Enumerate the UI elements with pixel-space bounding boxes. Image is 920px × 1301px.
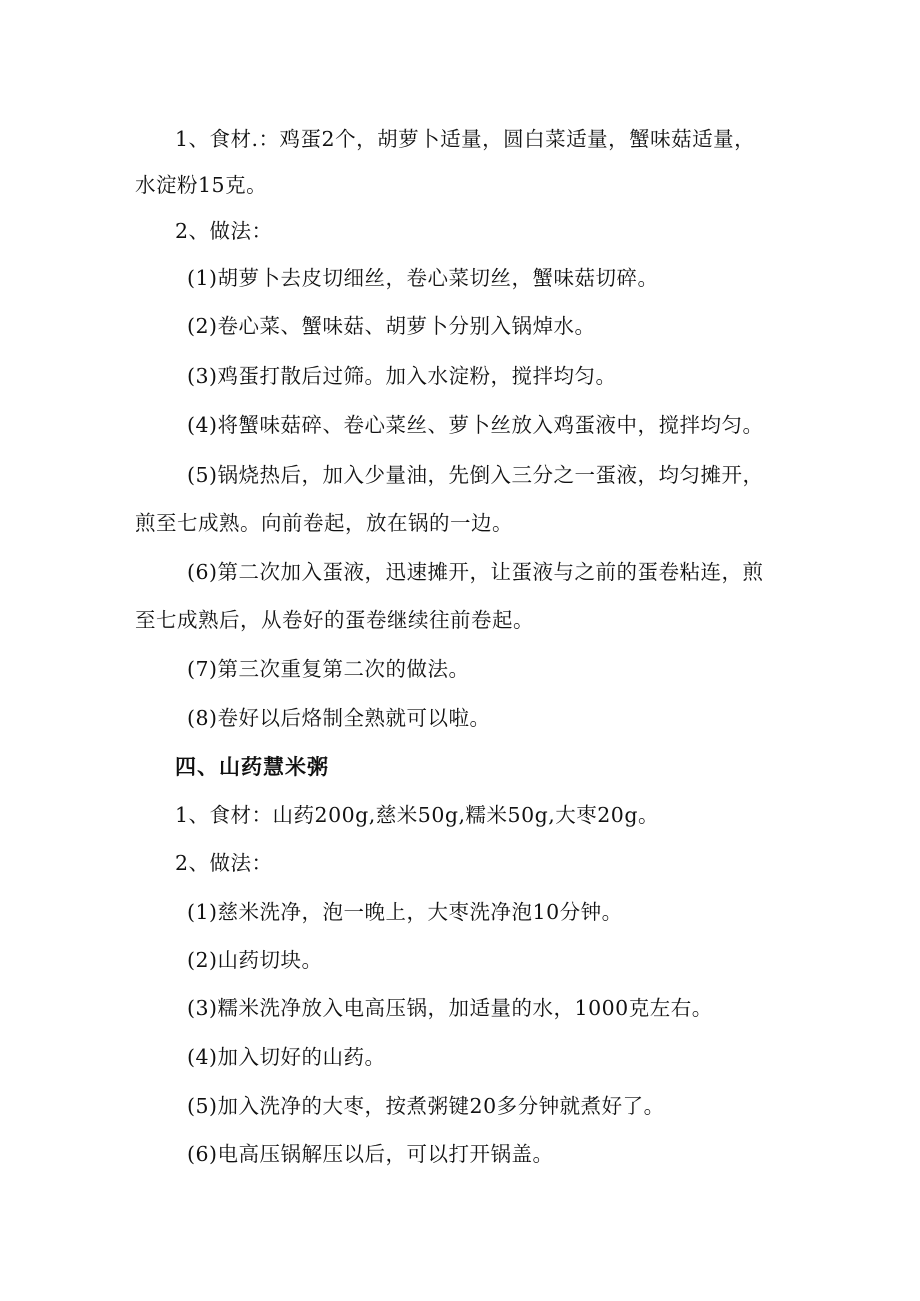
step-3: (3)糯米洗净放入电高压锅，加适量的水，1000克左右。 xyxy=(187,996,713,1020)
ingredients-line: 1、食材：山药200g,慈米50g,糯米50g,大枣20g。 xyxy=(175,803,659,827)
section-title: 四、山药慧米粥 xyxy=(175,755,329,779)
step-4: (4)将蟹味菇碎、卷心菜丝、萝卜丝放入鸡蛋液中，搅拌均匀。 xyxy=(187,413,764,437)
ingredients-line-2: 水淀粉15克。 xyxy=(135,173,268,197)
step-3: (3)鸡蛋打散后过筛。加入水淀粉，搅拌均匀。 xyxy=(187,364,617,388)
step-2: (2)山药切块。 xyxy=(187,948,323,972)
step-5-line-2: 煎至七成熟。向前卷起，放在锅的一边。 xyxy=(135,511,513,535)
step-5: (5)加入洗净的大枣，按煮粥键20多分钟就煮好了。 xyxy=(187,1094,665,1118)
step-6-line-1: (6)第二次加入蛋液，迅速摊开，让蛋液与之前的蛋卷粘连，煎 xyxy=(187,560,764,584)
step-1: (1)胡萝卜去皮切细丝，卷心菜切丝，蟹味菇切碎。 xyxy=(187,266,659,290)
step-4: (4)加入切好的山药。 xyxy=(187,1045,386,1069)
step-6: (6)电高压锅解压以后，可以打开锅盖。 xyxy=(187,1142,554,1166)
step-1: (1)慈米洗净，泡一晚上，大枣洗净泡10分钟。 xyxy=(187,900,623,924)
step-2: (2)卷心菜、蟹味菇、胡萝卜分别入锅焯水。 xyxy=(187,314,596,338)
step-5-line-1: (5)锅烧热后，加入少量油，先倒入三分之一蛋液，均匀摊开， xyxy=(187,463,764,487)
step-7: (7)第三次重复第二次的做法。 xyxy=(187,657,470,681)
method-label: 2、做法： xyxy=(175,851,273,875)
step-8: (8)卷好以后烙制全熟就可以啦。 xyxy=(187,706,491,730)
method-label: 2、做法： xyxy=(175,219,273,243)
step-6-line-2: 至七成熟后，从卷好的蛋卷继续往前卷起。 xyxy=(135,608,534,632)
ingredients-line-1: 1、食材.：鸡蛋2个，胡萝卜适量，圆白菜适量，蟹味菇适量， xyxy=(175,127,756,151)
